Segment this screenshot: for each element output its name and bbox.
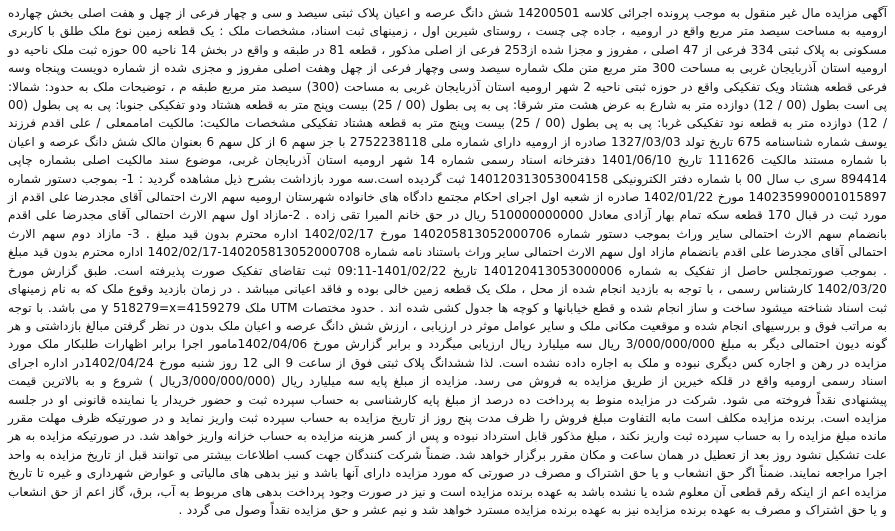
auction-notice-text: آگهی مزایده مال غیر منقول به موجب پرونده اجرائی کلاسه 14200501 شش دانگ عرصه و اعیان پلاک ثبتی سیصد و سی و چهار فرعی از چهل و هفت اصلی بخش چهارده ارومیه به مساحت سیصد متر مربع واقع در ارومیه ، جاده چی چست ، روستای شیرین اول ، زمینهای ثبت اسناد، مشخصات ملک : یک قطعه زمین نوع ملک طلق با کاربری مسکونی به پلاک ثبتی 334 فرعی از 47 اصلی ، مفروز و مجزا شده از253 فرعی از اصلی مذکور ، قطعه 81 در طبقه و واقع در بخش 14 ناحیه 00 حوزه ثبت ملک ناحیه دو ارومیه استان آذربایجان غربی به مساحت 300 متر مربع متن ملک شماره سیصد وسی وچهار فرعی از چهل وهفت اصلی مفروز و مجزی شده از شماره دویست وپنجاه وسه فرعی قطعه هشتاد ویک تفکیکی واقع در حوزه ثبتی ناحیه 2 شهر ارومیه استان آذربایجان غربی به مساحت (300) سیصد متر مربع طبقه م ، توضیحات ملک به حدود: شمالا: پی است بطول (00 / 12) دوازده متر به شارع به عرض هشت متر شرقا: پی به پی بطول (00 / 25) بیست وپنج متر به قطعه هشتاد ودو تفکیکی جنوبا: پی به پی بطول (00 / 12) دوازده متر به قطعه نود تفکیکی غربا: پی به پی بطول (00 / 25) بیست وپنج متر به قطعه هشتاد تفکیکی مشخصات مالکیت: مالکیت اماممعلی / علی اقدم فرزند یوسف شماره شناسنامه 675 تاریخ تولد 1327/03/03 صادره از ارومیه دارای شماره ملی 2752238118 با جز سهم 6 از کل سهم 6 بعنوان مالک شش دانگ عرصه و اعیان با شماره مستند مالکیت 111626 تاریخ 1401/06/10 دفترخانه اسناد رسمی شماره 14 شهر ارومیه استان آذربایجان غربی، موضوع سند مالکیت اصلی بشماره چاپی 894414 سری ب سال 00 با شماره دفتر الکترونیکی 140120313053004158 ثبت گردیده است.سه مورد بازداشت بشرح ذیل مشاهده گردید : 1- بموجب دستور شماره 140235990001015897 مورخ 1402/01/22 صادره از شعبه اول اجرای احکام مجتمع دادگاه های خانواده شهرستان ارومیه سهم الارث احتمالی آقای مجدرضا علی اقدم از مورد ثبت در قبال 170 قطعه سکه تمام بهار آزادی معادل 510000000000 ریال در حق خانم المیرا تقی زاده . 2-مازاد اول سهم الارث احتمالی آقای مجدرضا علی اقدم بانضمام سهم الارث احتمالی سایر وراث بموجب دستور شماره 140205813052000706 مورخ 1402/02/17 اداره محترم بدون قید مبلغ . 3- مازاد دوم سهم الارث احتمالی آقای مجدرضا علی اقدم بانضمام مازاد اول سهم الارث احتمالی سایر وراث باستناد نامه شماره 140205813052000708-1402/02/17 اداره محترم بدون قید مبلغ . بموجب صورتمجلس حاصل از تفکیک به شماره 140120413053000006 تاریخ 1401/02/22-09:11 ثبت تقاضای تفکیک صورت پذیرفته است. طبق گزارش مورخ 1402/03/20 کارشناس رسمی ، با توجه به بازدید انجام شده از محل ، ملک یک قطعه زمین خالی بوده و فاقد اعیانی میباشد . در زمان بازدید وقوع ملک که به نام زمینهای ثبت اسناد شناخته میشود ساخت و ساز انجام شده و قطع خیابانها و کوچه ها جدول کشی شده اند . حدود مختصات UTM ملک 4159279=y 518279=x می باشد. با توجه به مراتب فوق و بررسیهای انجام شده و موقعیت مکانی ملک و سایر عوامل موثر در ارزیابی ، ارزش شش دانگ عرصه و اعیان ملک بدون در نظر گرفتن مبالغ بازداشتی و هر گونه دیون احتمالی دیگر به مبلغ 3/000/000/000 ریال سه میلیارد ریال ارزیابی میگردد و برابر گزارش مورخ 1402/04/06مامور اجرا برابر اظهارات طلبکار ملک مورد مزایده در رهن و اجاره کس دیگری نبوده و ملک به اجاره داده نشده است. لذا ششدانگ پلاک ثبتی فوق از ساعت 9 الی 12 روز شنبه مورخ 1402/04/24در اداره اجرای اسناد رسمی ارومیه واقع در قلکه خیرین از طریق مزایده به فروش می رسد. مزایده از مبلغ پایه سه میلیارد ریال (3/000/000/000ریال ) شروع و به بالاترین قیمت پیشنهادی نقداً فروخته می شود. شرکت در مزایده منوط به پرداخت ده درصد از مبلغ پایه کارشناسی به حساب سپرده ثبت و حضور خریدار یا نماینده قانونی او در جلسه مزایده است. برنده مزایده مکلف است مابه التفاوت مبلغ فروش را ظرف مدت پنج روز از تاریخ مزایده به حساب سپرده ثبت واریز نماید و در صورتیکه ظرف مهلت مقرر مانده مبلغ مزایده را به حساب سپرده ثبت واریز نکند ، مبلغ مذکور قابل استرداد نبوده و پس از کسر هزینه مزایده به حساب خزانه واریز خواهد شد. در صورتیکه مزایده به هر علت تشکیل نشود روز بعد از تعطیل در همان ساعت و مکان مقرر برگزار خواهد شد. ضمناً شرکت کنندگان جهت کسب اطلاعات بیشتر می توانند قبل از تاریخ مزایده به واحد اجرا مراجعه نمایند. ضمناً اگر حق انشعاب و یا حق اشتراک و مصرف در صورتی که مورد مزایده دارای آنها باشد و نیز بدهی های مالیاتی و عوارض شهرداری و غیره تا تاریخ مزایده اعم از اینکه رقم قطعی آن معلوم شده یا نشده باشد به عهده برنده مزایده است و نیز در صورت وجود پرداخت بدهی های مربوط به آب، برق، گاز اعم از حق انشعاب و یا حق اشتراک و مصرف به عهده برنده مزایده نیز به عهده برنده مزایده مسترد خواهد شد و نیم عشر و حق مزایده نقداً وصول می گردد . [8, 6, 888, 517]
